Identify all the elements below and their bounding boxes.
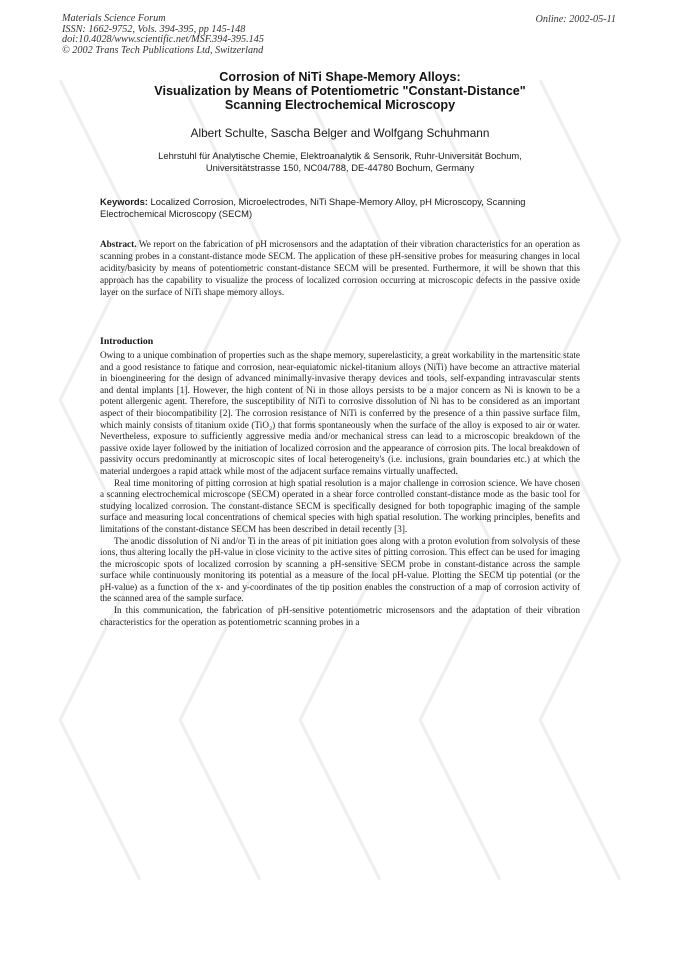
abstract-block [100,239,580,299]
publication-info [62,14,442,56]
keywords-label: Keywords: [100,196,148,207]
section-heading-introduction: Introduction [100,336,154,347]
doi-line: doi:10.4028/www.scientific.net/MSF.394-395.145 [62,34,264,46]
paragraph: Owing to a unique combination of properties such as the shape memory, superelasticity, a great workability in the martensitic state and a good resistance to fatique and corrosion, near-equiatomic nickel-titanium alloys (NiTi) have become an attractive material in bioengineering for the design of advanced minimally-invasive therapy devices and tools, self-expanding intravascular stents and dental implants [1]. However, the high content of Ni in those alloys persists to be a major concern as Ni is known to be a potent allergenic agent. Therefore, the susceptibility of NiTi to corrosive dissolution of Ni has to be considered as an important aspect of their biocompatibility [2]. The corrosion resistance of NiTi is conferred by the presence of a thin passive surface film, which mainly consists of titanium oxide (TiO₂) that forms spontaneously when the surface of the alloy is exposed to air or water. Nevertheless, exposure to sufficiently aggressive media and/or mechanical stress can lead to a microscopic breakdown of the passive oxide layer followed by the initiation of localized corrosion and the appearance of corrosion pits. The local breakdown of passivity occurs predominantly at microscopic sites of local heterogeneity's (i.e. inclusions, grain boundaries etc.) at which the material undergoes a rapid attack while most of the adjacent surface remains virtually unaffected. [100,350,580,476]
paragraph: Real time monitoring of pitting corrosion at high spatial resolution is a major challenge in corrosion science. We have chosen a scanning electrochemical microscope (SECM) operated in a shear force controlled constant-distance mode as the basic tool for studying localized corrosion. The constant-distance SECM is specifically designed for both topographic imaging of the sample surface and measuring local concentrations of chemical species with high spatial resolution. The working principles, benefits and limitations of the constant-distance SECM has been described in detail recently [3]. [100,477,580,534]
paper-title [90,70,590,113]
affiliation-line: Universitätstrasse 150, NC04/788, DE-44780 Bochum, Germany [205,162,475,174]
abstract-label: Abstract. [100,239,137,249]
keywords-block [100,196,580,220]
paragraph: In this communication, the fabrication of pH-sensitive potentiometric microsensors and the adaptation of their vibration characteristics for the operation as potentiometric scanning probes in a [100,605,580,627]
author-list: Albert Schulte, Sascha Belger and Wolfgang Schuhmann [190,126,490,140]
issn-line: ISSN: 1662-9752, Vols. 394-395, pp 145-148 [62,23,246,35]
journal-name: Materials Science Forum [62,13,166,24]
affiliation [90,150,590,175]
paragraph: The anodic dissolution of Ni and/or Ti in the areas of pit initiation goes along with a proton evolution from solvolysis of these ions, thus altering locally the pH-value in close vicinity to the active sites of pitting corrosion. This effect can be used for imaging the microscopic spots of localized corrosion by scanning a pH-sensitive SECM probe in constant-distance across the sample surface while continuously monitoring its potential as a measure of the local pH-value. Plotting the SECM tip potential (or the pH-value) as a function of the x- and y-coordinates of the tip position enables the construction of a map of corrosion activity of the scanned area of the sample surface. [100,535,580,604]
abstract-text: We report on the fabrication of pH microsensors and the adaptation of their vibration characteristics for an operation as scanning probes in a constant-distance mode SECM. The application of these pH-sensitive probes for measuring changes in local acidity/basicity by means of potentiometric constant-distance SECM will be presented. Furthermore, it will be shown that this approach has the capability to visualize the process of localized corrosion occurring at microscopic defects in the passive oxide layer on the surface of NiTi shape memory alloys. [100,239,580,297]
copyright-line: © 2002 Trans Tech Publications Ltd, Switzerland [62,44,264,56]
introduction-body [100,350,580,628]
online-date: Online: 2002-05-11 [535,14,616,25]
keywords-text: Localized Corrosion, Microelectrodes, NiTi Shape-Memory Alloy, pH Microscopy, Scanning Electrochemical Microscopy (SECM) [100,196,526,220]
title-line: Scanning Electrochemical Microscopy [224,98,456,113]
title-line: Visualization by Means of Potentiometric "Constant-Distance" [154,84,526,99]
affiliation-line: Lehrstuhl für Analytische Chemie, Elektroanalytik & Sensorik, Ruhr-Universität Bochum, [158,150,522,161]
title-line: Corrosion of NiTi Shape-Memory Alloys: [219,70,461,84]
